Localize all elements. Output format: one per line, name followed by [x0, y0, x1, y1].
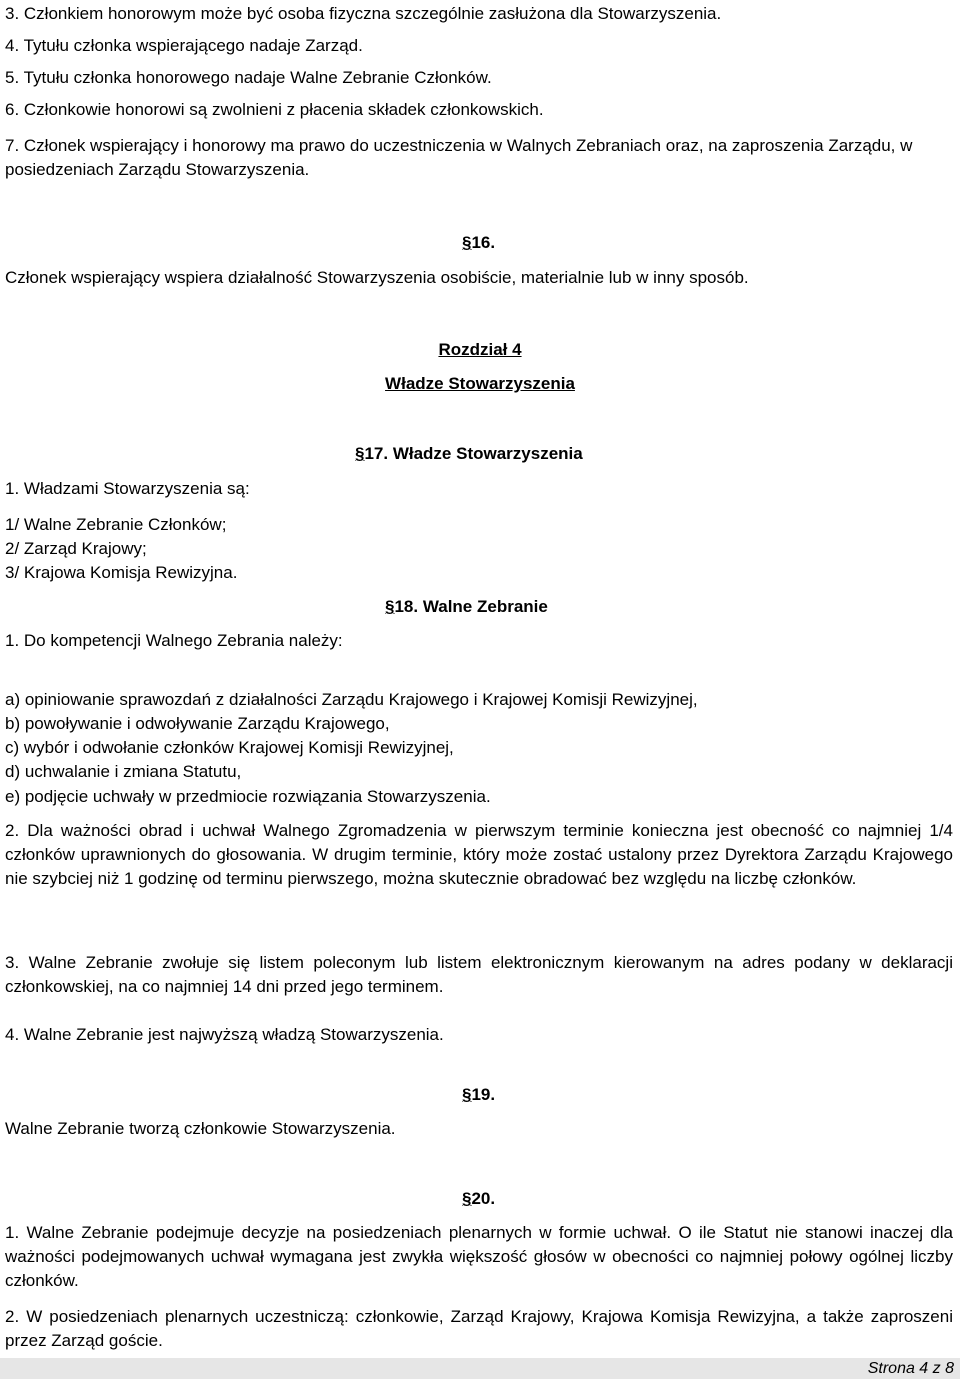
- section-18-heading: [385, 596, 548, 618]
- section-mark: §: [355, 444, 365, 463]
- section-20-number: 20.: [471, 1189, 496, 1208]
- list-item-7-line-2: posiedzeniach Zarządu Stowarzyszenia.: [5, 160, 310, 179]
- section-17-intro: 1. Władzami Stowarzyszenia są:: [5, 479, 250, 498]
- section-17-item-1: 1/ Walne Zebranie Członków;: [5, 515, 227, 534]
- section-20-paragraph-2: 2. W posiedzeniach plenarnych uczestniczą: członkowie, Zarząd Krajowy, Krajowa Komisja Rewizyjna, a także zaproszeni przez Zarząd goście.: [5, 1307, 953, 1350]
- section-19-number: 19.: [471, 1085, 496, 1104]
- section-19-text: Walne Zebranie tworzą członkowie Stowarzyszenia.: [5, 1119, 396, 1138]
- competence-item-e: e) podjęcie uchwały w przedmiocie rozwiązania Stowarzyszenia.: [5, 787, 491, 806]
- section-18-paragraph-3: 3. Walne Zebranie zwołuje się listem poleconym lub listem elektronicznym kierowanym na adres podany w deklaracji członkowskiej, na co najmniej 14 dni przed jego terminem.: [5, 953, 953, 996]
- section-17-item-3: 3/ Krajowa Komisja Rewizyjna.: [5, 563, 238, 582]
- section-mark: §: [462, 1189, 472, 1208]
- section-mark: §: [462, 233, 472, 252]
- list-item-3: 3. Członkiem honorowym może być osoba fizyczna szczególnie zasłużona dla Stowarzyszenia.: [5, 4, 722, 23]
- section-17-item-2: 2/ Zarząd Krajowy;: [5, 539, 147, 558]
- section-19-heading: [462, 1084, 495, 1106]
- list-item-4: 4. Tytułu członka wspierającego nadaje Zarząd.: [5, 36, 363, 55]
- section-17-title: 17. Władze Stowarzyszenia: [364, 444, 583, 463]
- section-17-heading: [355, 443, 583, 465]
- page-footer: [0, 1358, 960, 1379]
- competence-item-b: b) powoływanie i odwoływanie Zarządu Krajowego,: [5, 714, 390, 733]
- list-item-5: 5. Tytułu członka honorowego nadaje Walne Zebranie Członków.: [5, 68, 492, 87]
- section-16-heading: [462, 232, 495, 254]
- competence-item-c: c) wybór i odwołanie członków Krajowej Komisji Rewizyjnej,: [5, 738, 454, 757]
- chapter-title: Władze Stowarzyszenia: [385, 374, 575, 393]
- section-18-paragraph-4: 4. Walne Zebranie jest najwyższą władzą Stowarzyszenia.: [5, 1025, 444, 1044]
- list-item-6: 6. Członkowie honorowi są zwolnieni z płacenia składek członkowskich.: [5, 100, 544, 119]
- section-mark: §: [385, 597, 395, 616]
- section-16-number: 16.: [471, 233, 496, 252]
- section-18-title: 18. Walne Zebranie: [394, 597, 548, 616]
- section-20-heading: [462, 1188, 495, 1210]
- competence-item-a: a) opiniowanie sprawozdań z działalności Zarządu Krajowego i Krajowej Komisji Rewizyjnej,: [5, 690, 698, 709]
- list-item-7-line-1: 7. Członek wspierający i honorowy ma prawo do uczestniczenia w Walnych Zebraniach oraz, na zaproszenia Zarządu, w: [5, 136, 913, 155]
- competence-item-d: d) uchwalanie i zmiana Statutu,: [5, 762, 242, 781]
- section-16-text: Członek wspierający wspiera działalność Stowarzyszenia osobiście, materialnie lub w inny sposób.: [5, 268, 749, 287]
- section-mark: §: [462, 1085, 472, 1104]
- page-number: Strona 4 z 8: [867, 1360, 954, 1377]
- section-18-intro: 1. Do kompetencji Walnego Zebrania należy:: [5, 631, 343, 650]
- section-18-paragraph-2: 2. Dla ważności obrad i uchwał Walnego Zgromadzenia w pierwszym terminie konieczna jest obecność co najmniej 1/4 członków uprawnionych do głosowania. W drugim terminie, który może zostać ustalony przez Dyrektora Zarządu Krajowego nie szybciej niż 1 godzinę od terminu pierwszego, można skutecznie obradować bez względu na liczbę członków.: [5, 821, 953, 888]
- section-20-paragraph-1: 1. Walne Zebranie podejmuje decyzje na posiedzeniach plenarnych w formie uchwał. O ile Statut nie stanowi inaczej dla ważności podejmowanych uchwał wymagana jest zwykła większość głosów w obecności co najmniej połowy ogólnej liczby członków.: [5, 1223, 953, 1290]
- chapter-label: Rozdział 4: [438, 340, 522, 359]
